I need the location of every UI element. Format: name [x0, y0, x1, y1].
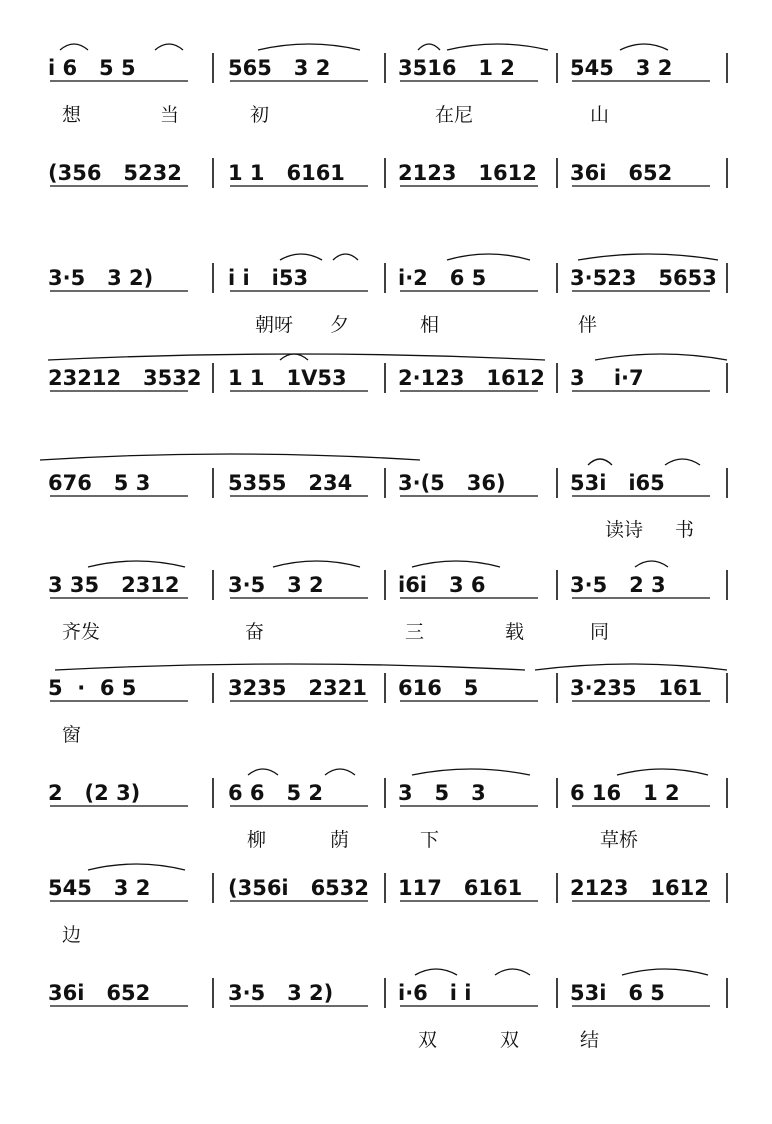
measure-notes: 36i 652	[570, 161, 673, 185]
lyric-text: 同	[590, 621, 610, 643]
slur-tie	[622, 969, 708, 975]
measure-notes: 53i i65	[570, 471, 665, 495]
slur-tie	[325, 769, 355, 775]
slur-tie	[620, 44, 668, 50]
measure-notes: 36i 652	[48, 981, 151, 1005]
slur-tie	[280, 254, 322, 260]
slur-tie	[447, 254, 530, 260]
lyric-text: 边	[62, 924, 82, 946]
measure-notes: 565 3 2	[228, 56, 331, 80]
lyric-text: 双	[500, 1029, 520, 1051]
measure-notes: 3·5 3 2)	[228, 981, 334, 1005]
slur-tie	[60, 44, 88, 50]
lyric-text: 伴	[578, 314, 598, 336]
measure-notes: 2123 1612	[570, 876, 709, 900]
measure-notes: 6 16 1 2	[570, 781, 680, 805]
slur-tie	[333, 254, 358, 260]
measure-notes: 3235 2321	[228, 676, 367, 700]
measure-notes: 3·5 3 2	[228, 573, 324, 597]
measure-notes: 2·123 1612	[398, 366, 545, 390]
lyric-text: 奋	[245, 621, 265, 643]
measure-notes: 2 (2 3)	[48, 781, 141, 805]
lyric-text: 三	[405, 621, 425, 643]
measure-notes: i·2 6 5	[398, 266, 487, 290]
measure-notes: 23212 3532	[48, 366, 202, 390]
lyric-text: 相	[420, 314, 440, 336]
lyric-text: 载	[505, 621, 525, 643]
lyric-text: 荫	[330, 829, 350, 851]
slur-tie	[635, 561, 668, 567]
slur-tie	[617, 769, 708, 775]
measure-notes: 3 35 2312	[48, 573, 180, 597]
slur-tie	[412, 561, 500, 567]
slur-tie	[155, 44, 183, 50]
measure-notes: 6 6 5 2	[228, 781, 324, 805]
slur-tie	[412, 769, 530, 775]
measure-notes: i·6 i i	[398, 981, 472, 1005]
slur-tie	[55, 664, 525, 670]
measure-notes: 117 6161	[398, 876, 523, 900]
slur-tie	[48, 354, 545, 360]
measure-notes: 1 1 6161	[228, 161, 345, 185]
slur-tie	[447, 44, 548, 50]
measure-notes: i6i 3 6	[398, 573, 486, 597]
measure-notes: 3516 1 2	[398, 56, 515, 80]
lyric-text: 草桥	[600, 829, 639, 851]
lyric-text: 齐发	[62, 621, 101, 643]
lyric-text: 在尼	[435, 104, 474, 126]
lyric-text: 山	[590, 104, 610, 126]
measure-notes: 53i 6 5	[570, 981, 665, 1005]
lyric-text: 夕	[330, 314, 350, 336]
measure-notes: 5 · 6 5	[48, 676, 137, 700]
slur-tie	[88, 864, 185, 870]
lyric-text: 下	[420, 829, 440, 851]
slur-tie	[273, 561, 360, 567]
measure-notes: i 6 5 5	[48, 56, 136, 80]
slur-tie	[280, 354, 308, 360]
measure-notes: 3·235 161	[570, 676, 703, 700]
measure-notes: 3·523 5653	[570, 266, 717, 290]
measure-notes: 3 i·7	[570, 366, 644, 390]
slur-tie	[578, 254, 718, 260]
slur-tie	[535, 664, 727, 670]
measure-notes: 3·5 2 3	[570, 573, 666, 597]
lyric-text: 初	[250, 104, 270, 126]
lyric-text: 结	[580, 1029, 600, 1051]
lyric-text: 想	[62, 104, 82, 126]
measure-notes: 5355 234	[228, 471, 353, 495]
slur-tie	[40, 454, 420, 460]
lyric-text: 书	[675, 519, 695, 541]
slur-tie	[248, 769, 278, 775]
measure-notes: 3·5 3 2)	[48, 266, 154, 290]
measure-notes: 2123 1612	[398, 161, 537, 185]
measure-notes: (356i 6532	[228, 876, 370, 900]
slur-tie	[88, 561, 185, 567]
measure-notes: i i i53	[228, 266, 309, 290]
slur-tie	[595, 354, 727, 360]
lyric-text: 柳	[247, 829, 267, 851]
measure-notes: 3 5 3	[398, 781, 486, 805]
slur-tie	[258, 44, 360, 50]
slur-tie	[415, 969, 457, 975]
slur-tie	[418, 44, 440, 50]
lyric-text: 朝呀	[255, 314, 294, 336]
measure-notes: 545 3 2	[570, 56, 673, 80]
measure-notes: 1 1 1V53	[228, 366, 347, 390]
slur-tie	[588, 459, 612, 465]
measure-notes: 3·(5 36)	[398, 471, 506, 495]
lyric-text: 当	[160, 104, 180, 126]
measure-notes: 676 5 3	[48, 471, 151, 495]
measure-notes: 545 3 2	[48, 876, 151, 900]
measure-notes: 616 5	[398, 676, 479, 700]
slur-tie	[495, 969, 530, 975]
lyric-text: 双	[418, 1029, 438, 1051]
measure-notes: (356 5232	[48, 161, 182, 185]
slur-tie	[665, 459, 700, 465]
lyric-text: 读诗	[605, 519, 644, 541]
lyric-text: 窗	[62, 724, 82, 746]
